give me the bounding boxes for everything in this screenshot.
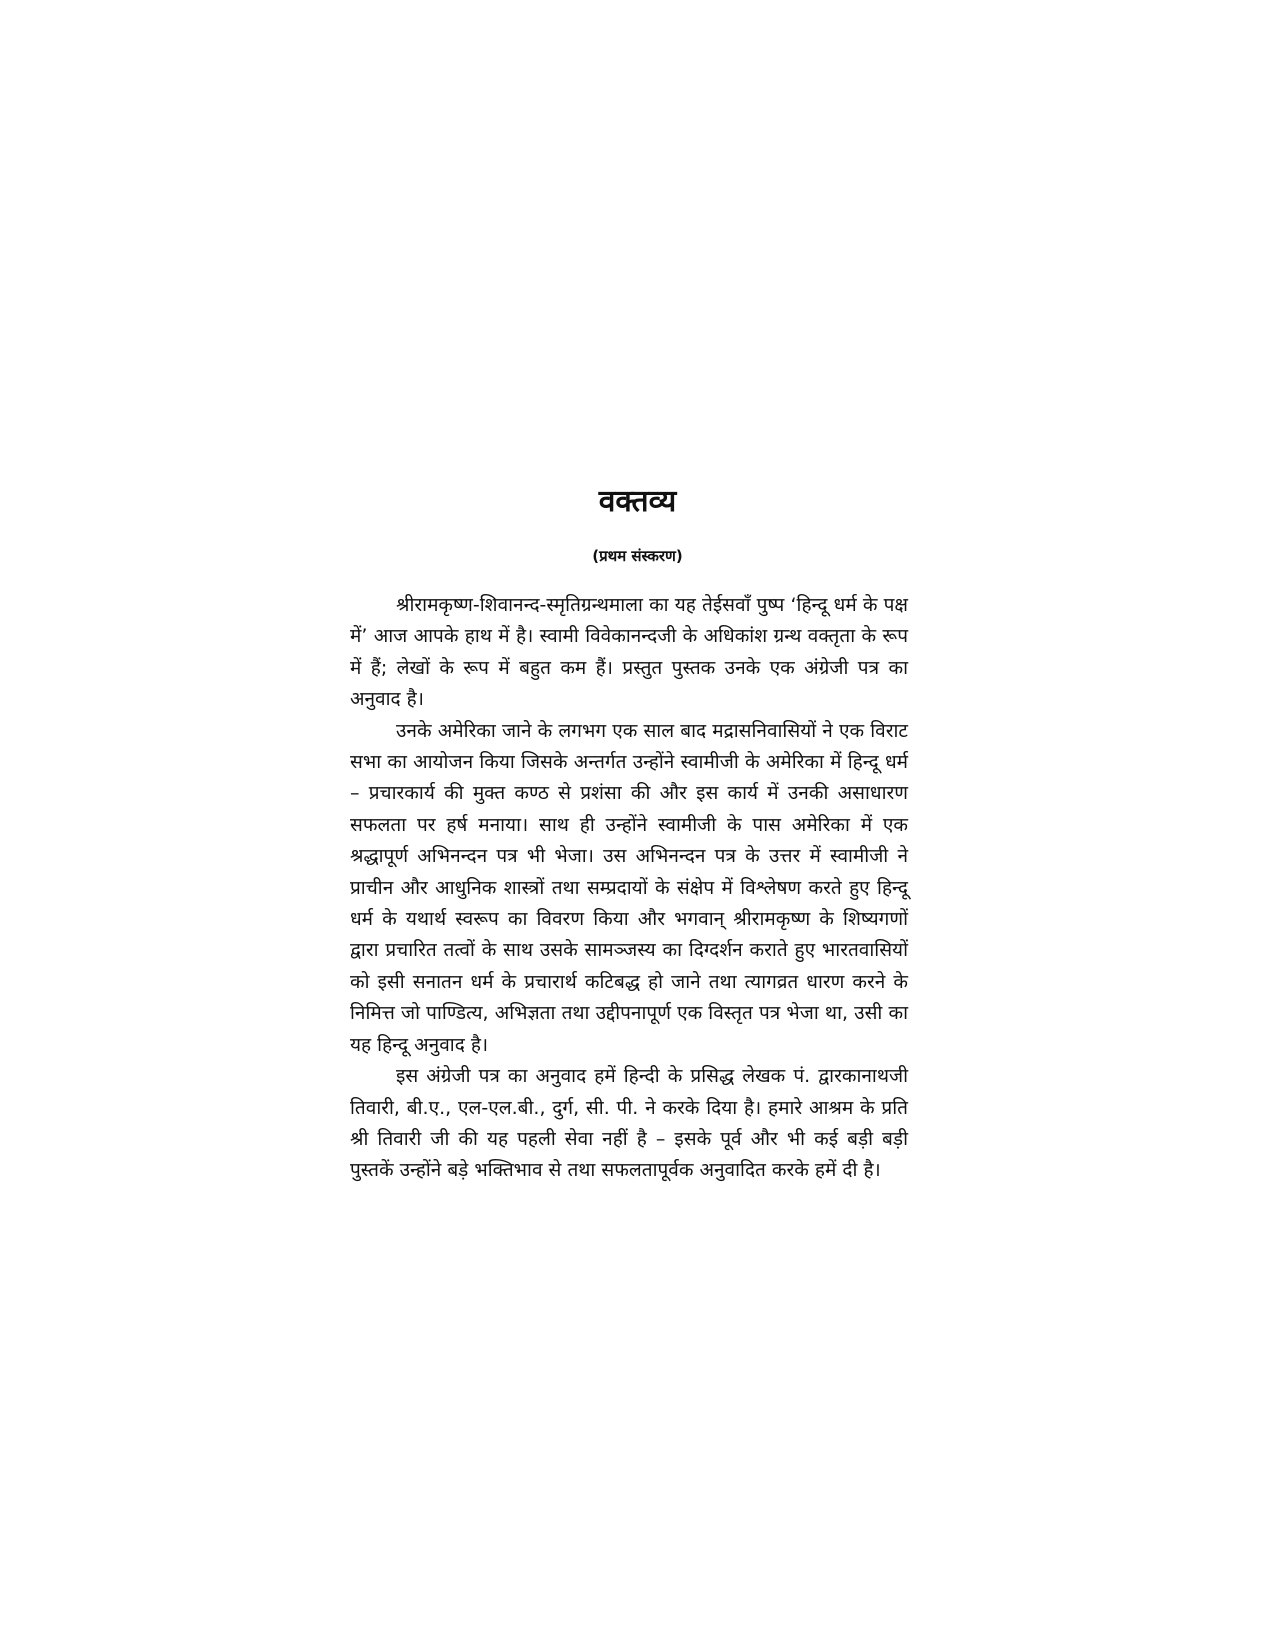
paragraph-1: श्रीरामकृष्ण-शिवानन्द-स्मृतिग्रन्थमाला का यह तेईसवाँ पुष्प ‘हिन्दू धर्म के पक्ष में’ आज आपके हाथ में है। स्वामी विवेकानन्दजी के अधिकांश ग्रन्थ वक्तृता के रूप में हैं; लेखों के रूप में बहुत कम हैं। प्रस्तुत पुस्तक उनके एक अंग्रेजी पत्र का अनुवाद है। — [350, 594, 908, 711]
edition-subtitle: (प्रथम संस्करण) — [592, 547, 683, 565]
paragraph-3: इस अंग्रेजी पत्र का अनुवाद हमें हिन्दी के प्रसिद्ध लेखक पं. द्वारकानाथजी तिवारी, बी.ए., एल-एल.बी., दुर्ग, सी. पी. ने करके दिया है। हमारे आश्रम के प्रति श्री तिवारी जी की यह पहली सेवा नहीं है – इसके पूर्व और भी कई बड़ी बड़ी पुस्तकें उन्होंने बड़े भक्तिभाव से तथा सफलतापूर्वक अनुवादित करके हमें दी है। — [350, 1065, 908, 1182]
page-title: वक्तव्य — [598, 484, 677, 519]
body-text — [350, 590, 908, 1187]
paragraph-2: उनके अमेरिका जाने के लगभग एक साल बाद मद्रासनिवासियों ने एक विराट सभा का आयोजन किया जिसके अन्तर्गत उन्होंने स्वामीजी के अमेरिका में हिन्दू धर्म – प्रचारकार्य की मुक्त कण्ठ से प्रशंसा की और इस कार्य में उनकी असाधारण सफलता पर हर्ष मनाया। साथ ही उन्होंने स्वामीजी के पास अमेरिका में एक श्रद्धापूर्ण अभिनन्दन पत्र भी भेजा। उस अभिनन्दन पत्र के उत्तर में स्वामीजी ने प्राचीन और आधुनिक शास्त्रों तथा सम्प्रदायों के संक्षेप में विश्लेषण करते हुए हिन्दू धर्म के यथार्थ स्वरूप का विवरण किया और भगवान् श्रीरामकृष्ण के शिष्यगणों द्वारा प्रचारित तत्वों के साथ उसके सामञ्जस्य का दिग्दर्शन कराते हुए भारतवासियों को इसी सनातन धर्म के प्रचारार्थ कटिबद्ध हो जाने तथा त्यागव्रत धारण करने के निमित्त जो पाण्डित्य, अभिज्ञता तथा उद्दीपनापूर्ण एक विस्तृत पत्र भेजा था, उसी का यह हिन्दू अनुवाद है। — [350, 719, 908, 1056]
